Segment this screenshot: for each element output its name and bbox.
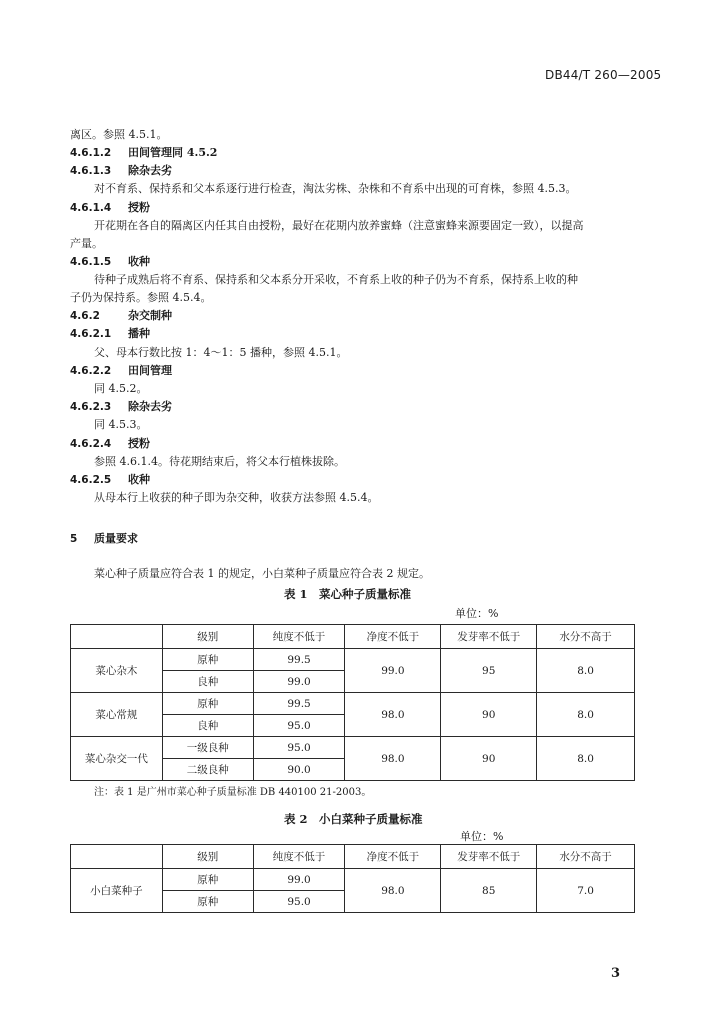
header-cell	[71, 845, 163, 869]
germination-cell: 90	[441, 693, 537, 737]
header-cell: 水分不高于	[537, 845, 635, 869]
table-header-row	[71, 845, 635, 869]
moisture-cell: 8.0	[537, 693, 635, 737]
section-number: 4.6.2.1	[70, 328, 112, 340]
purity-cell: 95.0	[253, 715, 345, 737]
section-title: 除杂去劣	[128, 164, 172, 177]
section-title: 收种	[128, 255, 150, 268]
body-line: 从母本行上收获的种子即为杂交种，收获方法参照 4.5.4。	[94, 491, 379, 504]
section-heading	[70, 400, 172, 414]
germination-cell: 90	[441, 737, 537, 781]
section-heading	[70, 364, 172, 378]
table-1-unit: 单位：%	[455, 607, 499, 620]
body-line: 菜心种子质量应符合表 1 的规定，小白菜种子质量应符合表 2 规定。	[94, 567, 430, 580]
section-number: 4.6.2.2	[70, 365, 112, 377]
body-line: 同 4.5.2。	[94, 382, 148, 395]
variety-cell: 菜心杂交一代	[71, 737, 163, 781]
body-line: 同 4.5.3。	[94, 418, 148, 431]
body-line: 离区。参照 4.5.1。	[70, 128, 168, 141]
section-title: 收种	[128, 473, 150, 486]
section-title: 授粉	[128, 201, 150, 214]
section-title: 田间管理同 4.5.2	[128, 146, 218, 159]
header-cell: 级别	[162, 845, 253, 869]
grade-cell: 良种	[162, 671, 253, 693]
germination-cell: 85	[441, 869, 537, 913]
variety-cell: 小白菜种子	[71, 869, 163, 913]
body-line: 开花期在各自的隔离区内任其自由授粉，最好在花期内放养蜜蜂（注意蜜蜂来源要固定一致），以提高	[94, 219, 584, 232]
body-line: 对不育系、保持系和父本系逐行进行检查，淘汰劣株、杂株和不育系中出现的可育株，参照 4.5.3。	[94, 182, 577, 195]
grade-cell: 原种	[162, 869, 253, 891]
table-row	[71, 869, 635, 891]
header-cell: 净度不低于	[345, 625, 441, 649]
section-title: 授粉	[128, 437, 150, 450]
section-heading	[70, 473, 150, 487]
section-heading	[70, 201, 150, 215]
header-cell: 纯度不低于	[253, 845, 345, 869]
section-heading	[70, 327, 150, 341]
grade-cell: 原种	[162, 693, 253, 715]
cleanliness-cell: 98.0	[345, 869, 441, 913]
section-heading	[70, 309, 172, 323]
section-heading	[70, 164, 172, 178]
document-code: DB44/T 260—2005	[545, 68, 662, 82]
section-heading	[70, 532, 138, 546]
germination-cell: 95	[441, 649, 537, 693]
header-cell: 净度不低于	[345, 845, 441, 869]
section-title: 田间管理	[128, 364, 172, 377]
header-cell: 级别	[162, 625, 253, 649]
grade-cell: 良种	[162, 715, 253, 737]
section-title: 播种	[128, 327, 150, 340]
table-header-row	[71, 625, 635, 649]
section-number: 4.6.1.4	[70, 202, 112, 214]
variety-cell: 菜心常规	[71, 693, 163, 737]
section-number: 5	[70, 533, 78, 545]
page-number: 3	[611, 966, 621, 981]
table-2-caption: 表 2 小白菜种子质量标准	[284, 812, 423, 826]
body-line: 父、母本行数比按 1：4～1：5 播种，参照 4.5.1。	[94, 346, 348, 359]
purity-cell: 99.0	[253, 869, 345, 891]
body-line: 子仍为保持系。参照 4.5.4。	[70, 291, 212, 304]
body-line: 参照 4.6.1.4。待花期结束后，将父本行植株拔除。	[94, 455, 345, 468]
table-2-unit: 单位：%	[460, 830, 504, 843]
section-number: 4.6.1.5	[70, 256, 112, 268]
section-heading	[70, 146, 217, 160]
section-heading	[70, 437, 150, 451]
header-cell	[71, 625, 163, 649]
grade-cell: 原种	[162, 891, 253, 913]
purity-cell: 99.0	[253, 671, 345, 693]
section-number: 4.6.2.3	[70, 401, 112, 413]
table-1	[70, 624, 635, 781]
purity-cell: 95.0	[253, 891, 345, 913]
table-2	[70, 844, 635, 913]
section-number: 4.6.2.4	[70, 438, 112, 450]
grade-cell: 二级良种	[162, 759, 253, 781]
table-row	[71, 737, 635, 759]
cleanliness-cell: 98.0	[345, 737, 441, 781]
table-1-note: 注：表 1 是广州市菜心种子质量标准 DB 440100 21-2003。	[94, 787, 372, 798]
header-cell: 发芽率不低于	[441, 845, 537, 869]
purity-cell: 95.0	[253, 737, 345, 759]
header-cell: 纯度不低于	[253, 625, 345, 649]
section-title: 质量要求	[94, 532, 138, 545]
header-cell: 水分不高于	[537, 625, 635, 649]
table-row	[71, 693, 635, 715]
section-number: 4.6.2.5	[70, 474, 112, 486]
section-title: 除杂去劣	[128, 400, 172, 413]
section-number: 4.6.1.2	[70, 147, 112, 159]
table-row	[71, 649, 635, 671]
section-number: 4.6.1.3	[70, 165, 112, 177]
section-heading	[70, 255, 150, 269]
section-number: 4.6.2	[70, 310, 100, 322]
purity-cell: 90.0	[253, 759, 345, 781]
cleanliness-cell: 98.0	[345, 693, 441, 737]
table-1-caption: 表 1 菜心种子质量标准	[284, 587, 412, 601]
moisture-cell: 8.0	[537, 649, 635, 693]
cleanliness-cell: 99.0	[345, 649, 441, 693]
purity-cell: 99.5	[253, 649, 345, 671]
moisture-cell: 7.0	[537, 869, 635, 913]
purity-cell: 99.5	[253, 693, 345, 715]
header-cell: 发芽率不低于	[441, 625, 537, 649]
body-line: 待种子成熟后将不育系、保持系和父本系分开采收，不育系上收的种子仍为不育系，保持系上收的种	[94, 273, 578, 286]
moisture-cell: 8.0	[537, 737, 635, 781]
variety-cell: 菜心杂木	[71, 649, 163, 693]
grade-cell: 一级良种	[162, 737, 253, 759]
body-line: 产量。	[70, 237, 103, 250]
section-title: 杂交制种	[128, 309, 172, 322]
grade-cell: 原种	[162, 649, 253, 671]
